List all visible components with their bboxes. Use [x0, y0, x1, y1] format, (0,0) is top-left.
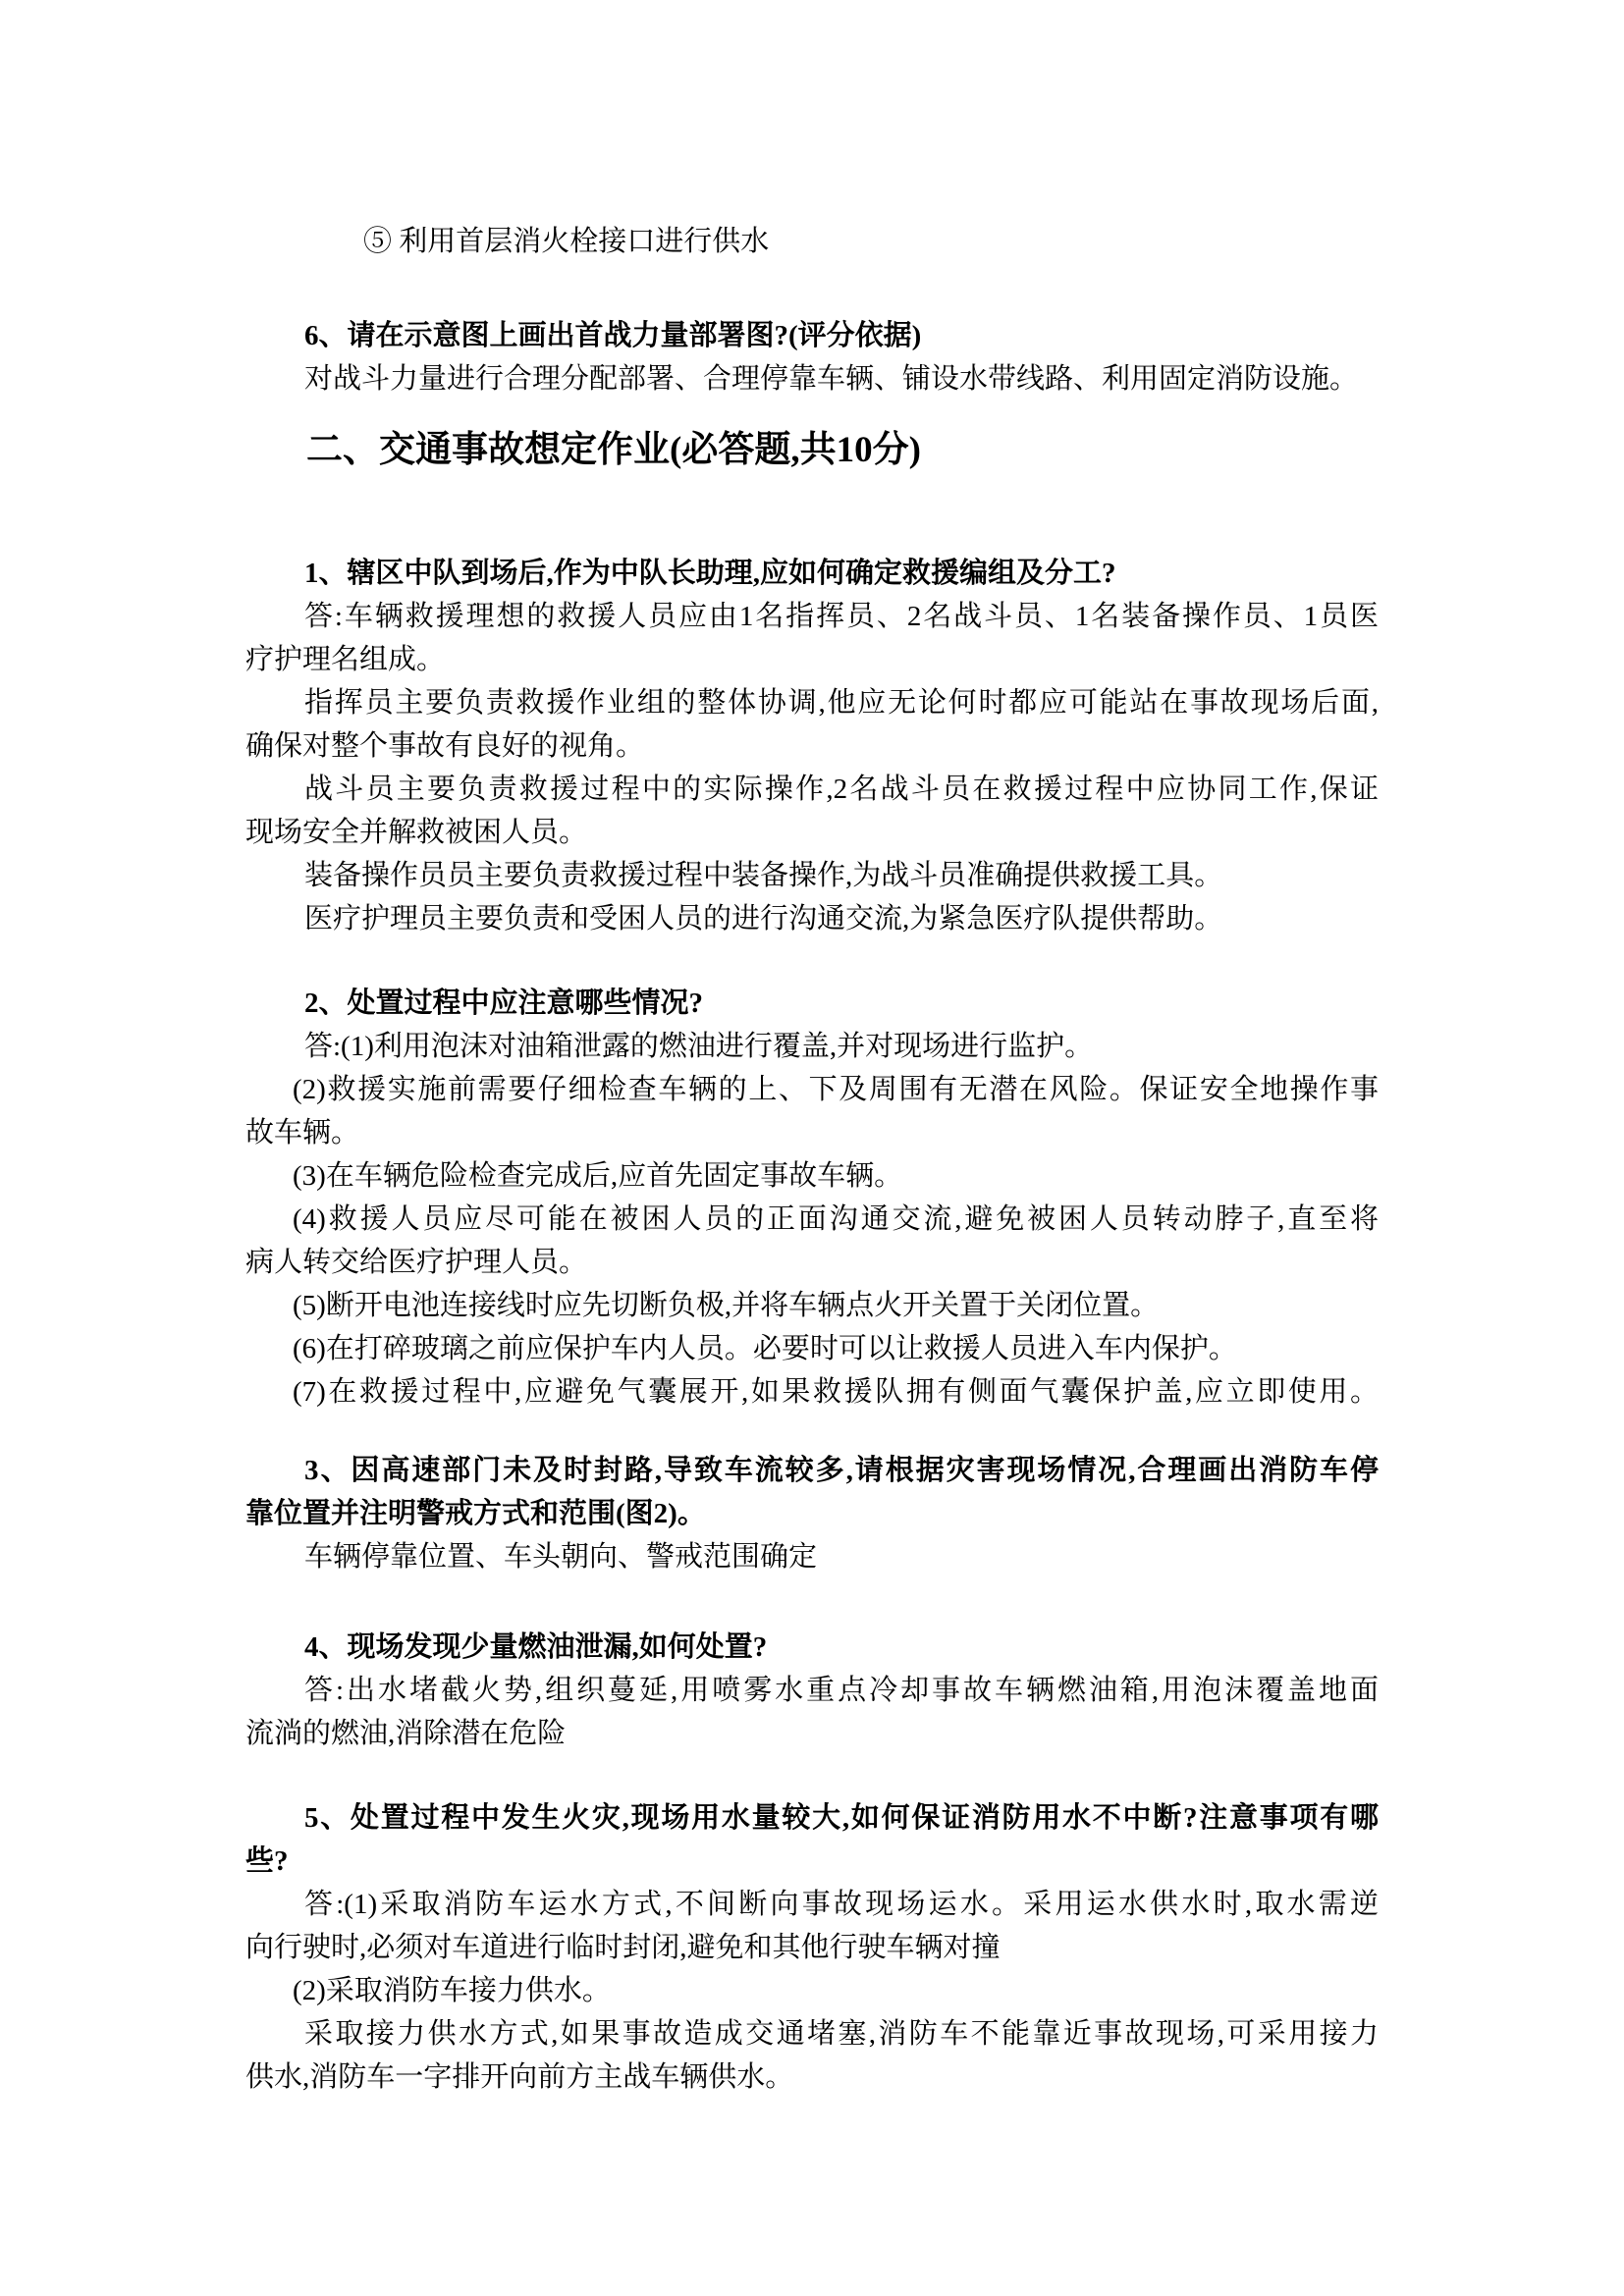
question-2-answer-line: (2)救援实施前需要仔细检查车辆的上、下及周围有无潜在风险。保证安全地操作事: [293, 1074, 1379, 1105]
question-6-heading: 6、请在示意图上画出首战力量部署图?(评分依据): [304, 320, 922, 351]
question-5-answer-line: 向行驶时,必须对车道进行临时封闭,避免和其他行驶车辆对撞: [245, 1932, 1001, 1963]
question-5-answer-line: 答:(1)采取消防车运水方式,不间断向事故现场运水。采用运水供水时,取水需逆: [304, 1889, 1379, 1920]
question-5-answer-line: 采取接力供水方式,如果事故造成交通堵塞,消防车不能靠近事故现场,可采用接力: [304, 2018, 1379, 2050]
question-4-answer-line: 流淌的燃油,消除潜在危险: [245, 1718, 567, 1749]
question-5-heading-line: 5、处置过程中发生火灾,现场用水量较大,如何保证消防用水不中断?注意事项有哪: [304, 1802, 1379, 1834]
question-1-answer-line: 指挥员主要负责救援作业组的整体协调,他应无论何时都应可能站在事故现场后面,: [304, 687, 1379, 719]
question-1-answer-line: 现场安全并解救被困人员。: [245, 817, 588, 848]
question-1-answer-line: 疗护理名组成。: [245, 644, 446, 675]
question-1-answer-line: 战斗员主要负责救援过程中的实际操作,2名战斗员在救援过程中应协同工作,保证: [304, 774, 1379, 805]
water-supply-list-item-5: ⑤ 利用首层消火栓接口进行供水: [363, 226, 770, 257]
question-3-answer: 车辆停靠位置、车头朝向、警戒范围确定: [304, 1541, 818, 1573]
question-2-answer-line: 答:(1)利用泡沫对油箱泄露的燃油进行覆盖,并对现场进行监护。: [304, 1031, 1094, 1062]
question-1-answer-line: 装备操作员员主要负责救援过程中装备操作,为战斗员准确提供救援工具。: [304, 860, 1223, 891]
question-3-heading-line: 3、因高速部门未及时封路,导致车流较多,请根据灾害现场情况,合理画出消防车停: [304, 1455, 1379, 1486]
question-2-answer-line: (7)在救援过程中,应避免气囊展开,如果救援队拥有侧面气囊保护盖,应立即使用。: [293, 1376, 1379, 1408]
question-2-answer-line: (4)救援人员应尽可能在被困人员的正面沟通交流,避免被困人员转动脖子,直至将: [293, 1203, 1379, 1235]
question-2-answer-line: (6)在打碎玻璃之前应保护车内人员。必要时可以让救援人员进入车内保护。: [293, 1333, 1237, 1364]
question-2-answer-line: (3)在车辆危险检查完成后,应首先固定事故车辆。: [293, 1160, 903, 1192]
question-2-answer-line: (5)断开电池连接线时应先切断负极,并将车辆点火开关置于关闭位置。: [293, 1290, 1160, 1321]
section-2-title: 二、交通事故想定作业(必答题,共10分): [306, 430, 921, 470]
question-2-answer-line: 故车辆。: [245, 1117, 360, 1148]
question-2-heading: 2、处置过程中应注意哪些情况?: [304, 988, 704, 1019]
question-1-answer-line: 医疗护理员主要负责和受困人员的进行沟通交流,为紧急医疗队提供帮助。: [304, 903, 1223, 934]
question-3-heading-line: 靠位置并注明警戒方式和范围(图2)。: [245, 1498, 706, 1529]
question-5-answer-line: (2)采取消防车接力供水。: [293, 1975, 611, 2006]
question-6-answer: 对战斗力量进行合理分配部署、合理停靠车辆、铺设水带线路、利用固定消防设施。: [304, 363, 1359, 395]
question-5-answer-line: 供水,消防车一字排开向前方主战车辆供水。: [245, 2061, 794, 2093]
question-1-answer-line: 答:车辆救援理想的救援人员应由1名指挥员、2名战斗员、1名装备操作员、1员医: [304, 601, 1379, 632]
question-4-answer-line: 答:出水堵截火势,组织蔓延,用喷雾水重点冷却事故车辆燃油箱,用泡沫覆盖地面: [304, 1675, 1379, 1706]
question-2-answer-line: 病人转交给医疗护理人员。: [245, 1247, 588, 1278]
question-1-answer-line: 确保对整个事故有良好的视角。: [245, 730, 645, 762]
question-4-heading: 4、现场发现少量燃油泄漏,如何处置?: [304, 1631, 768, 1663]
question-5-heading-line: 些?: [245, 1845, 289, 1877]
question-1-heading: 1、辖区中队到场后,作为中队长助理,应如何确定救援编组及分工?: [304, 558, 1116, 589]
